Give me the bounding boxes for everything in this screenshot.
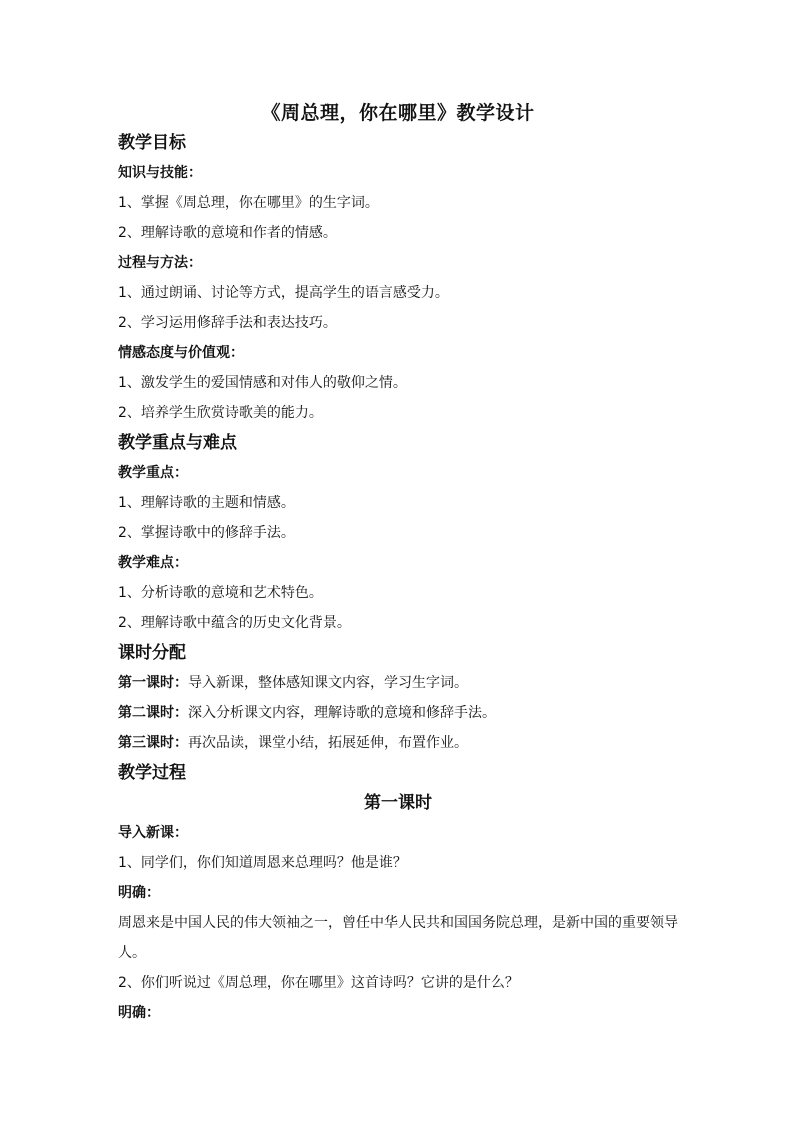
intro-heading: 导入新课：	[118, 825, 188, 841]
knowledge-item: 1、掌握《周总理，你在哪里》的生字词。	[118, 195, 379, 211]
question-2: 2、你们听说过《周总理，你在哪里》这首诗吗？它讲的是什么？	[118, 975, 519, 991]
difficulty-item: 2、理解诗歌中蕴含的历史文化背景。	[118, 615, 351, 631]
knowledge-item: 2、理解诗歌的意境和作者的情感。	[118, 225, 337, 241]
answer-1: 周恩来是中国人民的伟大领袖之一，曾任中华人民共和国国务院总理，是新中国的重要领导人。	[118, 915, 678, 961]
knowledge-heading: 知识与技能：	[118, 165, 202, 181]
focus-item: 2、掌握诗歌中的修辞手法。	[118, 525, 295, 541]
lesson-one-heading: 第一课时	[364, 793, 432, 813]
schedule-row-label: 第一课时：	[118, 675, 188, 691]
document-page	[118, 98, 678, 1028]
difficulty-heading: 教学难点：	[118, 555, 188, 571]
schedule-row-text: 导入新课，整体感知课文内容，学习生字词。	[188, 675, 468, 691]
schedule-heading: 课时分配	[118, 643, 186, 663]
focus-item: 1、理解诗歌的主题和情感。	[118, 495, 295, 511]
answer-label-1: 明确：	[118, 885, 160, 901]
emotion-item: 1、激发学生的爱国情感和对伟人的敬仰之情。	[118, 375, 407, 391]
key-points-heading: 教学重点与难点	[118, 433, 237, 453]
schedule-row-label: 第三课时：	[118, 735, 188, 751]
process-method-item: 2、学习运用修辞手法和表达技巧。	[118, 315, 337, 331]
schedule-row	[118, 698, 678, 728]
document-title: 《周总理，你在哪里》教学设计	[261, 102, 535, 124]
schedule-row	[118, 668, 678, 698]
schedule-row-label: 第二课时：	[118, 705, 188, 721]
focus-heading: 教学重点：	[118, 465, 188, 481]
answer-label-2: 明确：	[118, 1005, 160, 1021]
schedule-row-text: 深入分析课文内容，理解诗歌的意境和修辞手法。	[188, 705, 496, 721]
schedule-row	[118, 728, 678, 758]
process-method-item: 1、通过朗诵、讨论等方式，提高学生的语言感受力。	[118, 285, 449, 301]
schedule-row-text: 再次品读，课堂小结，拓展延伸，布置作业。	[188, 735, 468, 751]
difficulty-item: 1、分析诗歌的意境和艺术特色。	[118, 585, 323, 601]
process-method-heading: 过程与方法：	[118, 255, 202, 271]
emotion-heading: 情感态度与价值观：	[118, 345, 244, 361]
question-1: 1、同学们，你们知道周恩来总理吗？他是谁？	[118, 855, 407, 871]
objectives-heading: 教学目标	[118, 133, 186, 153]
teaching-process-heading: 教学过程	[118, 763, 186, 783]
emotion-item: 2、培养学生欣赏诗歌美的能力。	[118, 405, 323, 421]
